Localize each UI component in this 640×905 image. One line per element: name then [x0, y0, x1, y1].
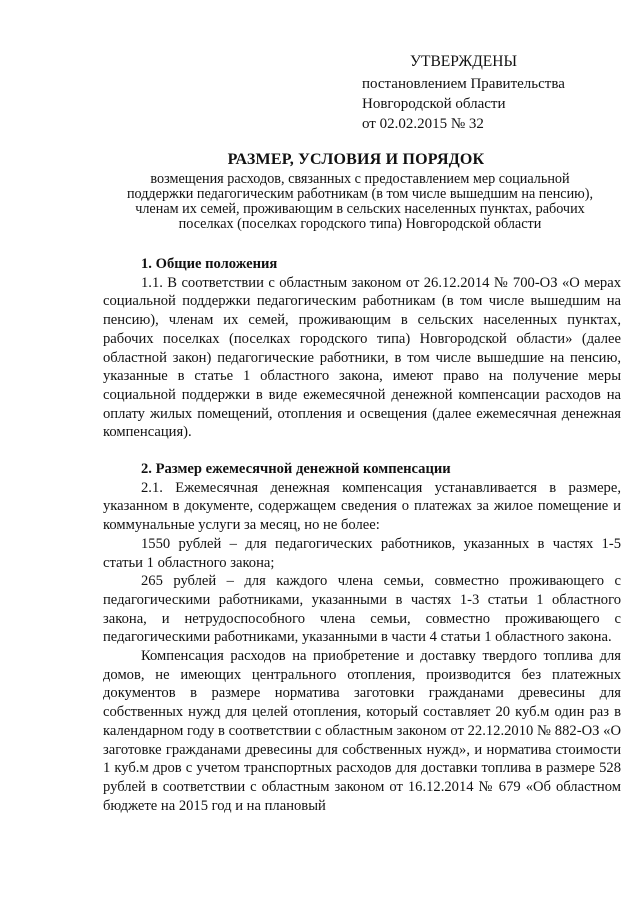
document-body: [103, 255, 621, 815]
section-1-heading: 1. Общие положения: [141, 256, 278, 272]
section-2-paragraph-4: Компенсация расходов на приобретение и доставку твердого топлива для домов, не имеющих центрального отопления, производится без платежных документов в размере норматива заготовки гражданами древесины для собственных нужд для целей отопления, который составляет 20 куб.м один раз в календарном году в соответствии с областным законом от 22.12.2010 № 882-ОЗ «О заготовке гражданами древесины для собственных нужд», и норматива стоимости 1 куб.м дров с учетом транспортных расходов для доставки топлива в размере 528 рублей в соответствии с областным законом от 16.12.2014 № 679 «Об областном бюджете на 2015 год и на плановый: [103, 648, 621, 814]
approval-line-1: постановлением Правительства: [362, 76, 565, 92]
document-subtitle: возмещения расходов, связанных с предоставлением мер социальной поддержки педагогическим работникам (в том числе вышедшим на пенсию), членам их семей, проживающим в сельских населенных пунктах, рабочих поселках (поселках городского типа) Новгородской области: [126, 171, 594, 232]
section-2-paragraph-3: 265 рублей – для каждого члена семьи, совместно проживающего с педагогическими работниками, указанными в частях 1-3 статьи 1 областного закона, и нетрудоспособного члена семьи, совместно проживающего с педагогическими работниками, указанными в части 4 статьи 1 областного закона.: [103, 573, 621, 646]
section-1-paragraph-1: 1.1. В соответствии с областным законом от 26.12.2014 № 700-ОЗ «О мерах социальной поддержки педагогическим работникам (в том числе вышедшим на пенсию), членам их семей, проживающим в сельских населенных пунктах, рабочих поселках (поселках городского типа) Новгородской области» (далее областной закон) педагогические работники, в том числе вышедшие на пенсию, указанные в статье 1 областного закона, имеют право на получение меры социальной поддержки в виде ежемесячной денежной компенсации расходов на оплату жилых помещений, отопления и освещения (далее ежемесячная денежная компенсация).: [103, 274, 621, 441]
section-2-paragraph-1: 2.1. Ежемесячная денежная компенсация устанавливается в размере, указанном в документе, содержащем сведения о платежах за жилое помещение и коммунальные услуги за месяц, но не более:: [103, 479, 621, 534]
section-2-paragraph-2: 1550 рублей – для педагогических работников, указанных в частях 1-5 статьи 1 областного закона;: [103, 535, 621, 571]
document-title: РАЗМЕР, УСЛОВИЯ И ПОРЯДОК: [227, 151, 485, 168]
section-2-heading: 2. Размер ежемесячной денежной компенсации: [141, 461, 451, 478]
approval-block: [362, 52, 622, 134]
approval-line-2: Новгородской области: [362, 96, 506, 112]
approval-line-3: от 02.02.2015 № 32: [362, 116, 484, 132]
approval-heading: УТВЕРЖДЕНЫ: [410, 53, 517, 70]
